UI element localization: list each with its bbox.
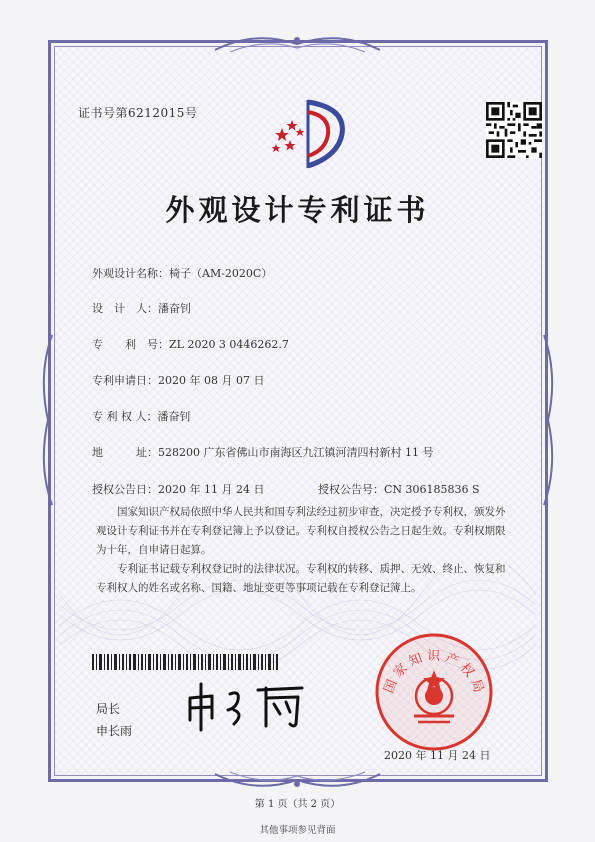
page-title: 外观设计专利证书 [165, 193, 430, 227]
grant-date-label: 授权公告日： [92, 483, 158, 496]
grant-paragraph: 国家知识产权局依照中华人民共和国专利法经过初步审查，决定授予专利权，颁发外观设计专利证书并在专利登记簿上予以登记。专利权自授权公告之日起生效。专利权期限为十年，自申请日起算。 [96, 506, 506, 556]
page-number: 第 1 页（共 2 页） [254, 799, 341, 810]
grant-number-label: 授权公告号： [318, 483, 384, 496]
registry-paragraph: 专利证书记载专利权登记时的法律状况。专利权的转移、质押、无效、终止、恢复和专利权人的姓名或名称、国籍、地址变更等事项记载在专利登记簿上。 [96, 563, 506, 594]
filing-date-label: 专利申请日： [92, 374, 158, 387]
handwritten-signature [182, 680, 322, 732]
back-note: 其他事项参见背面 [259, 825, 336, 836]
certificate-number: 证书号第6212015号 [78, 106, 198, 120]
address-row [92, 444, 433, 460]
filing-date-value: 2020 年 08 月 07 日 [158, 374, 265, 387]
barcode [92, 654, 278, 670]
filing-date-row [92, 372, 264, 388]
right-ornament [538, 330, 558, 510]
grant-number-value: CN 306185836 S [384, 483, 480, 496]
owner-value: 潘奋钊 [157, 410, 191, 423]
address-value: 528200 广东省佛山市南海区九江镇河清四村新村 11 号 [158, 446, 434, 459]
design-name-row [92, 265, 272, 281]
patent-number-label: 专 利 号： [92, 338, 169, 351]
bottom-ornament [210, 768, 385, 794]
address-label: 地 址： [92, 446, 158, 459]
patent-number-row [92, 336, 289, 352]
owner-row [92, 408, 191, 424]
grant-number-row [318, 481, 480, 497]
cnipa-logo [268, 98, 348, 170]
owner-label: 专 利 权 人： [92, 410, 158, 423]
designer-row [92, 300, 191, 316]
director-title: 局长 [96, 702, 121, 716]
designer-value: 潘奋钊 [158, 302, 191, 315]
patent-number-value: ZL 2020 3 0446262.7 [169, 338, 289, 351]
design-name-value: 椅子（AM-2020C） [169, 267, 273, 280]
top-ornament [210, 30, 385, 56]
designer-label: 设 计 人： [92, 302, 158, 315]
grant-date-value: 2020 年 11 月 24 日 [158, 483, 265, 496]
grant-date-row [92, 481, 264, 497]
official-seal [372, 630, 496, 754]
director-name: 申长雨 [96, 724, 133, 738]
left-ornament [38, 330, 58, 510]
seal-date: 2020 年 11 月 24 日 [384, 749, 491, 762]
design-name-label: 外观设计名称： [92, 267, 169, 280]
qr-code [486, 102, 542, 158]
seal-text: 国家知识产权局 [380, 647, 488, 699]
